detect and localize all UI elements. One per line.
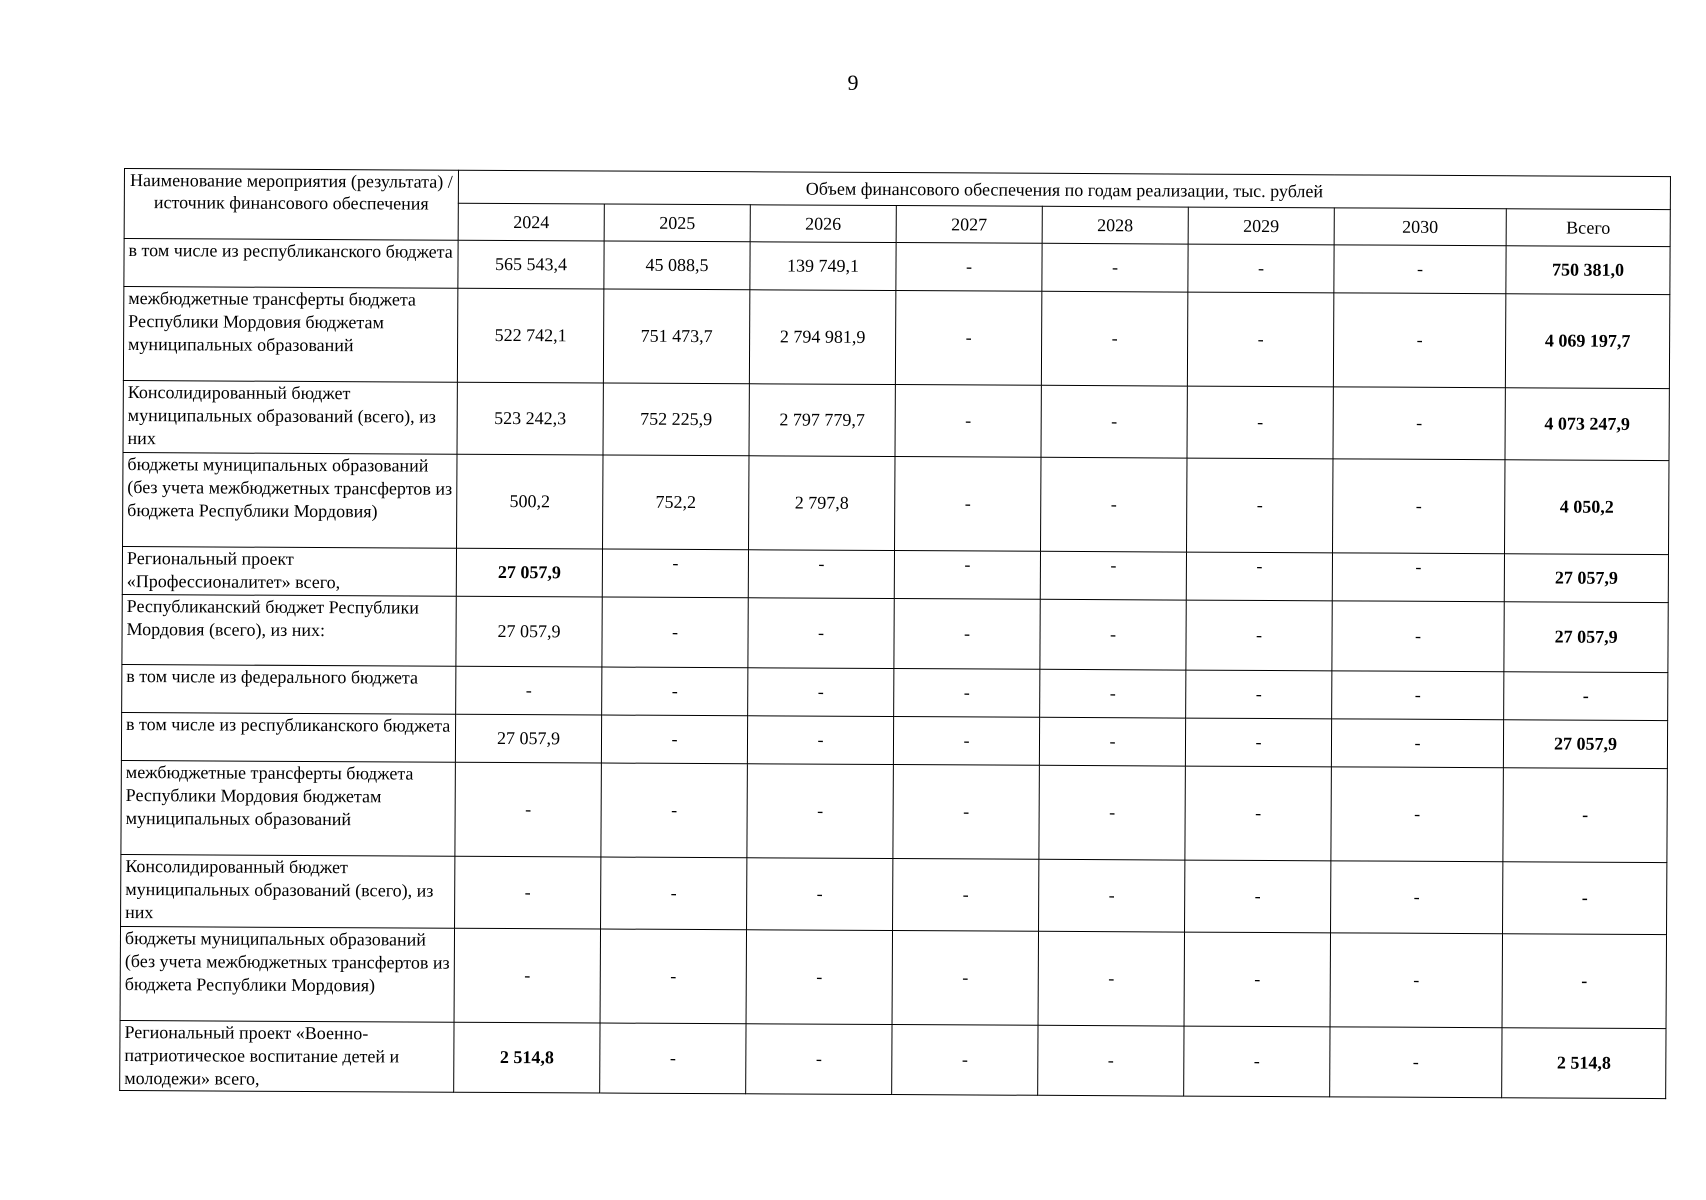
value-cell: - <box>895 457 1041 552</box>
total-cell: 27 057,9 <box>1504 602 1668 673</box>
value-cell: - <box>893 765 1039 860</box>
page-number: 9 <box>847 70 859 95</box>
value-cell: - <box>1330 1027 1502 1098</box>
value-cell: - <box>1041 385 1187 458</box>
value-cell: - <box>454 928 600 1023</box>
value-cell: - <box>747 764 893 859</box>
value-cell: - <box>1039 859 1185 932</box>
value-cell: - <box>455 856 601 929</box>
year-header-2025: 2025 <box>604 204 750 242</box>
value-cell: - <box>1186 670 1332 719</box>
total-cell: 4 069 197,7 <box>1505 294 1670 389</box>
value-cell: - <box>1187 386 1333 459</box>
row-name: межбюджетные трансферты бюджета Республики Мордовия бюджетам муниципальных образований <box>121 760 455 856</box>
value-cell: - <box>456 666 602 715</box>
row-name: бюджеты муниципальных образований (без учета межбюджетных трансфертов из бюджета Республики Мордовия) <box>120 926 454 1022</box>
value-cell: - <box>748 598 894 669</box>
value-cell: - <box>1185 718 1331 767</box>
value-cell: 522 742,1 <box>457 288 603 383</box>
value-cell: - <box>602 597 748 668</box>
total-cell: 27 057,9 <box>1503 720 1667 769</box>
value-cell: - <box>894 599 1040 670</box>
table-row <box>123 452 1670 554</box>
value-cell: - <box>1332 671 1504 720</box>
year-header-2029: 2029 <box>1188 207 1334 245</box>
table-row <box>121 760 1668 862</box>
value-cell: - <box>1040 599 1186 670</box>
value-cell: 139 749,1 <box>750 242 896 291</box>
value-cell: 2 797 779,7 <box>749 384 895 457</box>
value-cell: 2 797,8 <box>749 456 895 551</box>
table-row <box>122 664 1668 720</box>
value-cell: - <box>1040 551 1186 600</box>
value-cell: 27 057,9 <box>456 548 602 597</box>
value-cell: - <box>747 858 893 931</box>
total-cell: - <box>1503 862 1667 935</box>
value-cell: - <box>1331 767 1503 862</box>
header-row-group <box>124 169 1670 210</box>
value-cell: - <box>1330 933 1502 1028</box>
year-header-2027: 2027 <box>896 206 1042 244</box>
value-cell: 500,2 <box>457 454 603 549</box>
total-cell: 2 514,8 <box>1502 1028 1666 1099</box>
total-cell: - <box>1502 934 1667 1029</box>
row-name: Консолидированный бюджет муниципальных образований (всего), из них <box>123 380 457 454</box>
value-cell: 751 473,7 <box>603 289 749 384</box>
value-cell: - <box>1333 293 1505 388</box>
table-row <box>121 854 1667 934</box>
value-cell: - <box>601 715 747 764</box>
row-name: Консолидированный бюджет муниципальных образований (всего), из них <box>121 854 455 928</box>
value-cell: - <box>1038 931 1184 1026</box>
table-row <box>120 1020 1666 1098</box>
value-cell: - <box>893 717 1039 766</box>
table-row <box>123 287 1670 389</box>
value-cell: - <box>893 859 1039 932</box>
value-cell: - <box>1187 458 1333 553</box>
value-cell: 27 057,9 <box>456 596 602 667</box>
value-cell: - <box>747 716 893 765</box>
row-name: в том числе из республиканского бюджета <box>124 239 458 289</box>
value-cell: - <box>1184 932 1330 1027</box>
value-cell: - <box>600 1023 746 1094</box>
value-cell: - <box>1333 387 1505 460</box>
value-cell: 752 225,9 <box>603 383 749 456</box>
value-cell: - <box>1334 245 1506 294</box>
value-cell: - <box>892 931 1038 1026</box>
year-header-2030: 2030 <box>1334 208 1506 246</box>
financing-table <box>119 168 1671 1099</box>
value-cell: - <box>1038 1025 1184 1096</box>
table-row <box>122 546 1668 602</box>
table-row <box>124 239 1670 295</box>
value-cell: - <box>1039 765 1185 860</box>
value-cell: - <box>1041 291 1187 386</box>
value-cell: - <box>602 667 748 716</box>
value-cell: - <box>600 929 746 1024</box>
value-cell: - <box>1187 292 1333 387</box>
table-row <box>123 380 1669 460</box>
row-name: бюджеты муниципальных образований (без учета межбюджетных трансфертов из бюджета Республики Мордовия) <box>123 452 457 548</box>
total-cell: - <box>1504 672 1668 721</box>
value-cell: - <box>894 669 1040 718</box>
value-cell: - <box>746 1024 892 1095</box>
value-cell: 752,2 <box>603 455 749 550</box>
value-cell: 565 543,4 <box>458 240 604 289</box>
value-cell: - <box>748 668 894 717</box>
value-cell: - <box>1042 243 1188 292</box>
total-cell: 4 050,2 <box>1504 460 1669 555</box>
value-cell: - <box>746 930 892 1025</box>
row-name: межбюджетные трансферты бюджета Республики Мордовия бюджетам муниципальных образований <box>123 287 457 383</box>
value-cell: - <box>1333 459 1505 554</box>
value-cell: - <box>896 243 1042 292</box>
row-name: Региональный проект «Военно-патриотическое воспитание детей и молодежи» всего, <box>120 1020 454 1092</box>
funding-volume-header: Объем финансового обеспечения по годам реализации, тыс. рублей <box>458 170 1670 209</box>
value-cell: - <box>748 550 894 599</box>
value-cell: 523 242,3 <box>457 382 603 455</box>
value-cell: - <box>1041 457 1187 552</box>
value-cell: - <box>1331 719 1503 768</box>
total-cell: 27 057,9 <box>1504 554 1668 603</box>
value-cell: - <box>1184 1026 1330 1097</box>
value-cell: - <box>1186 600 1332 671</box>
value-cell: - <box>1185 766 1331 861</box>
value-cell: - <box>1185 860 1331 933</box>
value-cell: - <box>894 551 1040 600</box>
year-header-2028: 2028 <box>1042 206 1188 244</box>
year-header-2026: 2026 <box>750 205 896 243</box>
row-name: Региональный проект «Профессионалитет» всего, <box>122 546 456 596</box>
value-cell: - <box>601 857 747 930</box>
total-cell: 4 073 247,9 <box>1505 388 1669 461</box>
value-cell: - <box>1186 552 1332 601</box>
value-cell: - <box>601 763 747 858</box>
value-cell: - <box>892 1025 1038 1096</box>
value-cell: 45 088,5 <box>604 241 750 290</box>
row-name: в том числе из федерального бюджета <box>122 664 456 714</box>
value-cell: - <box>1331 861 1503 934</box>
value-cell: 2 514,8 <box>454 1022 600 1093</box>
value-cell: 27 057,9 <box>455 714 601 763</box>
value-cell: - <box>1332 553 1504 602</box>
total-cell: - <box>1503 768 1668 863</box>
name-column-header: Наименование мероприятия (результата) / источник финансового обеспечения <box>124 169 458 241</box>
row-name: Республиканский бюджет Республики Мордовия (всего), из них: <box>122 594 456 666</box>
table-row <box>122 594 1668 672</box>
year-header-2024: 2024 <box>458 203 604 241</box>
value-cell: - <box>602 549 748 598</box>
table-row <box>120 926 1667 1028</box>
value-cell: - <box>895 291 1041 386</box>
total-cell: 750 381,0 <box>1506 246 1670 295</box>
row-name: в том числе из республиканского бюджета <box>121 712 455 762</box>
table-row <box>121 712 1667 768</box>
value-cell: - <box>1188 244 1334 293</box>
value-cell: - <box>1039 717 1185 766</box>
value-cell: - <box>1040 669 1186 718</box>
value-cell: - <box>1332 601 1504 672</box>
value-cell: - <box>455 762 601 857</box>
value-cell: - <box>895 385 1041 458</box>
value-cell: 2 794 981,9 <box>749 290 895 385</box>
total-header: Всего <box>1506 209 1670 247</box>
